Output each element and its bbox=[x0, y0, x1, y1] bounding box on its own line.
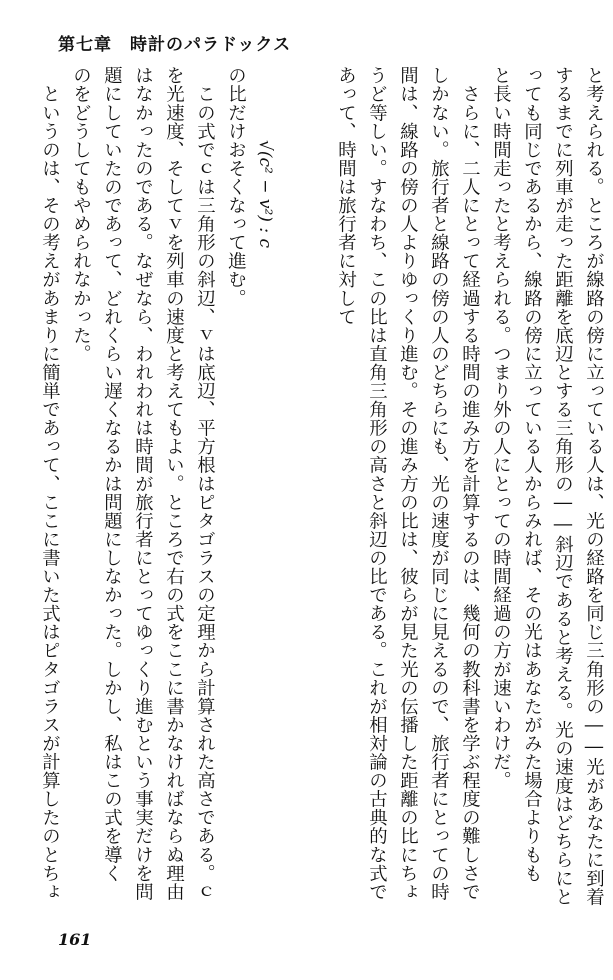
relativity-formula: √(c² − v²) : c bbox=[255, 140, 275, 248]
text-column: を光速度、そしてｖを列車の速度と考えてもよい。ところで右の式をここに書かなければならぬ理由 bbox=[163, 66, 185, 901]
text-column: の比だけおそくなって進む。 bbox=[225, 66, 247, 308]
text-column: と考えられる。ところが線路の傍に立っている人は、光の経路を同じ三角形の――光があなたに到着 bbox=[583, 66, 605, 906]
text-column: うど等しい。すなわち、この比は直角三角形の高さと斜辺の比である。これが相対論の古典的な式で bbox=[366, 66, 388, 901]
text-column: あって、時間は旅行者に対して bbox=[335, 66, 357, 326]
text-column: と長い時間走ったと考えられる。つまり外の人にとっての時間経過の方が速いわけだ。 bbox=[490, 66, 512, 790]
running-head: 第七章 時計のパラドックス bbox=[58, 35, 292, 55]
text-column: はなかったのである。なぜなら、われわれは時間が旅行者にとってゆっくり進むという事実だけを問 bbox=[132, 66, 154, 901]
text-column: っても同じであるから、線路の傍に立っている人からみれば、その光はあなたがみた場合よりもも bbox=[521, 66, 543, 883]
page-number: 161 bbox=[58, 930, 92, 949]
text-column: 間は、線路の傍の人よりゆっくり進む。その進み方の比は、彼らが見た光の伝播した距離の比にちょ bbox=[397, 66, 419, 901]
text-column: さらに、二人にとって経過する時間の進み方を計算するのは、幾何の教科書を学ぶ程度の難しさで bbox=[459, 66, 481, 901]
text-column: この式でｃは三角形の斜辺、ｖは底辺、平方根はピタゴラスの定理から計算された高さである。ｃ bbox=[194, 66, 216, 901]
text-column: するまでに列車が走った距離を底辺とする三角形の――斜辺であると考える。光の速度はどちらにと bbox=[552, 66, 574, 906]
text-column: しかない。旅行者と線路の傍の人のどちらにも、光の速度が同じに見えるので、旅行者にとっての時 bbox=[428, 66, 450, 901]
text-column: 題にしていたのであって、どれくらい遅くなるかは問題にしなかった。しかし、私はこの式を導く bbox=[101, 66, 123, 883]
text-column: というのは、その考えがあまりに簡単であって、ここに書いた式はピタゴラスが計算したのとちょ bbox=[39, 66, 61, 901]
text-column: のをどうしてもやめられなかった。 bbox=[70, 66, 92, 363]
